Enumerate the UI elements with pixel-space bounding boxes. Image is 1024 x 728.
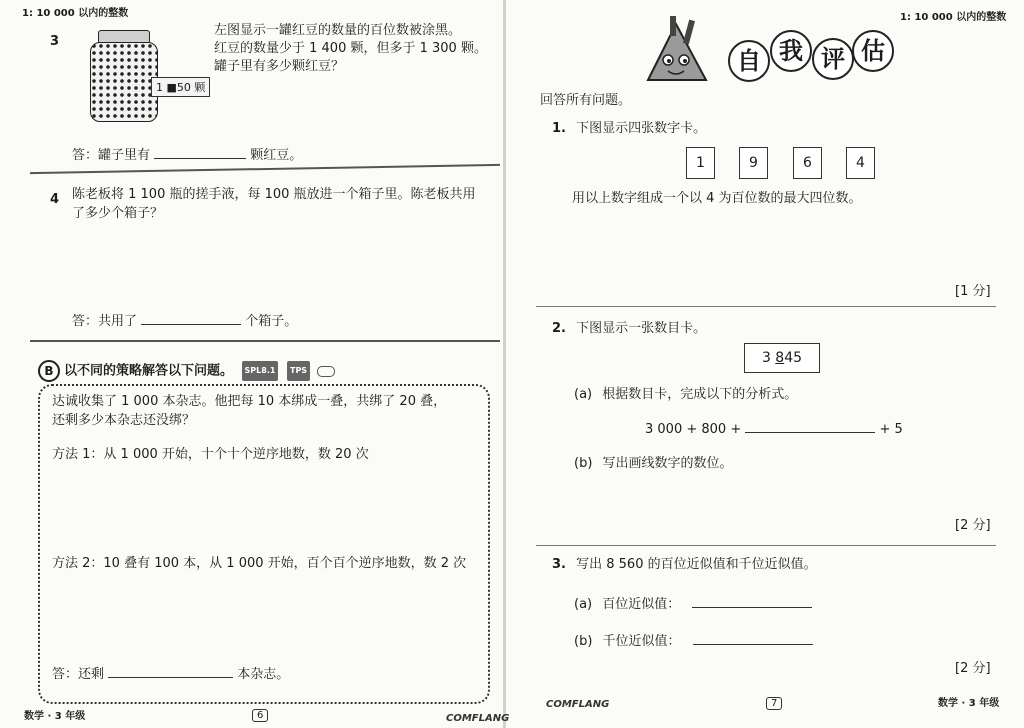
question-3-line-2: 红豆的数量少于 1 400 颗，但多于 1 300 颗。 [214,41,487,56]
r-question-3a-text: 百位近似值： [602,597,681,612]
r-question-3-text: 写出 8 560 的百位近似值和千位近似值。 [576,557,817,572]
section-b-answer-prefix: 答：还剩 [52,667,105,682]
left-footer: 数学 · 3 年级 [24,711,86,722]
r-question-3b-label: (b) [574,634,593,649]
right-page-number: 7 [766,697,782,710]
number-card [744,343,820,373]
expanded-form-right: + 5 [879,422,903,437]
question-3-answer-prefix: 答：罐子里有 [72,148,151,163]
method-1: 方法 1：从 1 000 开始，十个十个逆序地数，数 20 次 [52,447,369,462]
jar-count-label: 1 ■50 颗 [151,77,210,97]
r-question-3-marks: [2 分] [955,661,991,676]
r-question-1-text: 下图显示四张数字卡。 [576,121,707,136]
r-question-2a-label: (a) [574,387,593,402]
r-question-3a [574,595,812,614]
number-card-suffix: 45 [784,350,803,366]
digit-card-1: 1 [686,147,715,179]
r-question-3a-blank[interactable] [692,595,812,608]
digit-card-4: 4 [846,147,875,179]
question-4-number: 4 [50,192,60,207]
r-question-1-number: 1. [552,121,566,136]
left-page-number: 6 [252,709,268,722]
r-question-2a-text: 根据数目卡，完成以下的分析式。 [602,387,798,402]
number-card-underlined-digit: 8 [775,350,785,366]
expanded-form-left: 3 000 + 800 + [645,422,742,437]
r-divider-1 [536,306,996,307]
r-question-1-marks: [1 分] [955,284,991,299]
r-question-2-text: 下图显示一张数目卡。 [576,321,707,336]
r-question-3b [574,632,813,651]
r-question-3b-blank[interactable] [693,632,813,645]
section-b-problem-line-2: 还剩多少本杂志还没绑？ [52,413,196,428]
question-3-number: 3 [50,34,60,49]
r-question-1-row [552,120,706,138]
r-question-3b-text: 千位近似值： [602,634,681,649]
r-question-2-number: 2. [552,321,566,336]
jar-of-red-beans-image [90,42,158,122]
question-3-line-3: 罐子里有多少颗红豆？ [214,59,345,74]
method-2: 方法 2：10 叠有 100 本，从 1 000 开始，百个百个逆序地数，数 2 次 [52,556,467,571]
r-question-2a [574,386,797,404]
pencil-mascot-icon [640,16,720,86]
left-page-header: 1: 10 000 以内的整数 [22,8,129,19]
instruction: 回答所有问题。 [540,93,632,108]
question-4-answer [72,312,297,331]
section-b-answer-blank[interactable] [108,665,233,678]
question-4-answer-suffix: 个箱子。 [245,314,298,329]
expanded-form-row [645,420,903,439]
r-question-3a-label: (a) [574,597,593,612]
right-publisher-logo: COMFLANG [546,699,610,710]
divider-2 [30,340,500,342]
self-assessment-banner [640,16,890,86]
tps-toggle-icon [317,366,335,377]
question-4-line-1: 陈老板将 1 100 瓶的搓手液，每 100 瓶放进一个箱子里。陈老板共用 [72,187,476,202]
strategy-box [38,384,490,704]
right-page-header: 1: 10 000 以内的整数 [900,12,1007,23]
r-question-1-task: 用以上数字组成一个以 4 为百位数的最大四位数。 [572,191,862,206]
banner-char-2: 我 [770,30,812,72]
question-3-answer [72,146,302,165]
section-b-answer [52,665,289,684]
r-question-2-row [552,320,706,338]
spl-chip: SPL8.1 [242,361,279,381]
section-b-badge: B [38,360,60,382]
question-4-answer-prefix: 答：共用了 [72,314,138,329]
number-card-prefix: 3 [761,350,776,366]
r-question-2b [574,455,733,473]
digit-card-3: 6 [793,147,822,179]
banner-char-3: 评 [812,38,854,80]
question-3-line-1: 左图显示一罐红豆的数量的百位数被涂黑。 [214,23,462,38]
r-question-3-number: 3. [552,557,566,572]
question-4-line-2: 了多少个箱子？ [72,206,164,221]
section-b-title-row [64,361,335,381]
digit-card-2: 9 [739,147,768,179]
banner-char-1: 自 [728,40,770,82]
r-question-2b-text: 写出画线数字的数位。 [602,456,733,471]
r-divider-2 [536,545,996,546]
r-question-2b-label: (b) [574,456,593,471]
section-b-problem-line-1: 达诚收集了 1 000 本杂志。他把每 10 本绑成一叠，共绑了 20 叠， [52,394,447,409]
question-4-answer-blank[interactable] [141,312,241,325]
tps-chip: TPS [287,361,310,381]
r-question-2-marks: [2 分] [955,518,991,533]
section-b-title: 以不同的策略解答以下问题。 [64,363,234,379]
left-publisher-logo: COMFLANG [446,713,510,724]
banner-char-4: 估 [852,30,894,72]
question-3-answer-suffix: 颗红豆。 [250,148,303,163]
expanded-form-blank[interactable] [745,420,875,433]
question-3-answer-blank[interactable] [154,146,246,159]
right-footer: 数学 · 3 年级 [938,698,1000,709]
section-b-answer-suffix: 本杂志。 [237,667,290,682]
r-question-3-row [552,556,817,574]
